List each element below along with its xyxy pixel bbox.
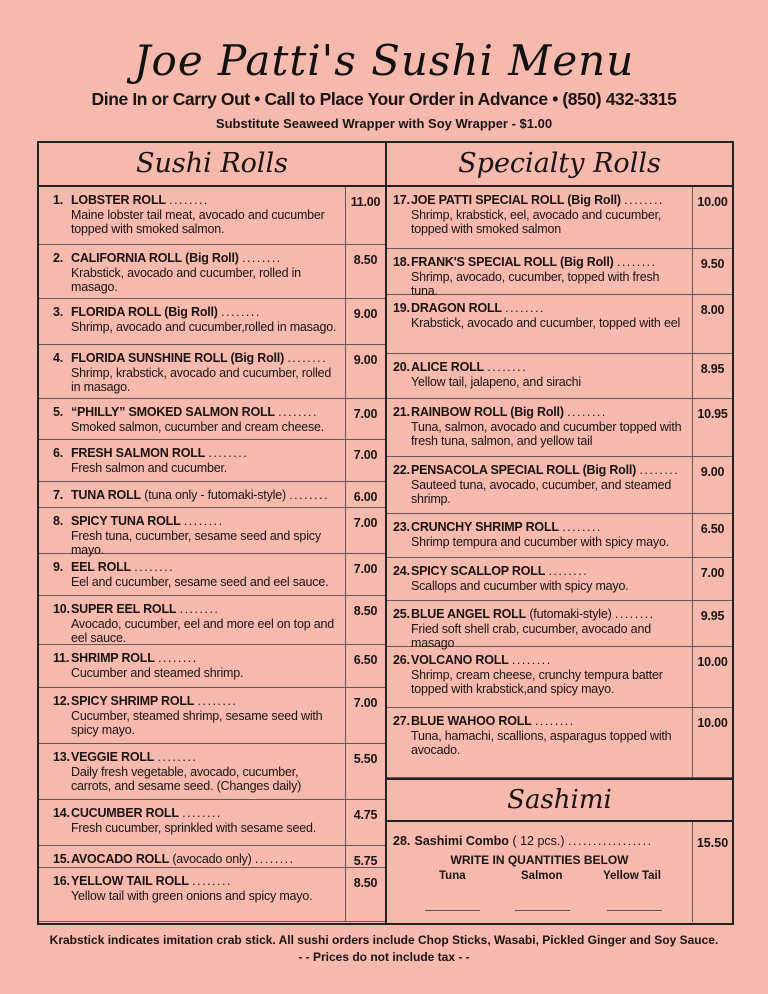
menu-item xyxy=(387,601,732,650)
item-number: 12. xyxy=(53,694,70,708)
tax-note: - - Prices do not include tax - - xyxy=(298,950,470,964)
quantity-instruction: WRITE IN QUANTITIES BELOW xyxy=(450,853,629,867)
menu-item xyxy=(39,508,385,557)
item-name: SUPER EEL ROLL xyxy=(71,602,177,616)
item-text xyxy=(53,514,341,558)
item-name: Sashimi Combo xyxy=(414,834,509,848)
fish-label-yellow-tail: Yellow Tail xyxy=(603,870,661,882)
item-price: 9.00 xyxy=(692,457,732,513)
item-name: LOBSTER ROLL xyxy=(71,193,166,207)
item-name: FLORIDA ROLL (Big Roll) xyxy=(71,305,218,319)
item-price: 8.00 xyxy=(692,295,732,353)
menu-item xyxy=(387,558,732,601)
item-description: Smoked salmon, cucumber and cream cheese. xyxy=(71,419,325,434)
item-text xyxy=(393,520,688,549)
item-number: 26. xyxy=(393,653,410,667)
item-price: 9.95 xyxy=(692,601,732,646)
item-price: 9.00 xyxy=(345,299,385,344)
sashimi-item xyxy=(387,822,732,922)
quantity-field-yellow-tail[interactable] xyxy=(607,910,662,911)
sushi-rolls-heading: Sushi Rolls xyxy=(39,143,385,187)
item-number: 4. xyxy=(53,351,64,365)
item-price: 7.00 xyxy=(345,688,385,743)
item-description: Shrimp, krabstick, eel, avocado and cucumber, topped with smoked salmon xyxy=(411,207,662,236)
item-price: 8.50 xyxy=(345,868,385,921)
menu-item xyxy=(387,514,732,558)
leader-dots: ........ xyxy=(567,405,607,419)
item-name: SPICY SHRIMP ROLL xyxy=(71,694,195,708)
item-description: Maine lobster tail meat, avocado and cucumber topped with smoked salmon. xyxy=(71,207,325,236)
item-number: 17. xyxy=(393,193,410,207)
leader-dots: ........ xyxy=(487,360,528,374)
item-price: 7.00 xyxy=(692,558,732,600)
leader-dots: ........ xyxy=(616,255,657,269)
menu-item xyxy=(39,800,385,846)
item-text xyxy=(393,653,688,697)
footer-note: Krabstick indicates imitation crab stick. All sushi orders include Chop Sticks, Wasabi, Pickled Ginger and Soy Sauce. xyxy=(49,933,719,947)
item-text xyxy=(53,251,341,295)
item-price: 6.00 xyxy=(345,482,385,507)
quantity-field-salmon[interactable] xyxy=(515,910,570,911)
item-price: 7.00 xyxy=(345,554,385,595)
menu-item xyxy=(39,345,385,399)
item-number: 6. xyxy=(53,446,64,460)
item-name: SPICY TUNA ROLL xyxy=(71,514,181,528)
item-description: Shrimp, cream cheese, crunchy tempura batter topped with krabstick,and spicy mayo. xyxy=(411,667,663,696)
item-price: 10.00 xyxy=(692,647,732,707)
item-number: 23. xyxy=(393,520,410,534)
item-qualifier: (futomaki-style) xyxy=(529,607,612,621)
menu-item xyxy=(39,299,385,345)
quantity-field-tuna[interactable] xyxy=(425,910,480,911)
item-qualifier: (tuna only - futomaki-style) xyxy=(144,488,286,502)
leader-dots: ........ xyxy=(182,806,222,820)
item-number: 19. xyxy=(393,301,410,315)
item-number: 25. xyxy=(393,607,410,621)
item-price: 4.75 xyxy=(345,800,385,845)
menu-item xyxy=(39,554,385,596)
item-qualifier: (avocado only) xyxy=(172,852,252,866)
item-name: SPICY SCALLOP ROLL xyxy=(411,564,546,578)
item-description: Shrimp, avocado, cucumber, topped with fresh tuna. xyxy=(411,269,660,298)
item-name: BLUE WAHOO ROLL xyxy=(411,714,532,728)
item-name: CUCUMBER ROLL xyxy=(71,806,179,820)
leader-dots: ........ xyxy=(639,463,680,477)
item-number: 24. xyxy=(393,564,410,578)
item-name: YELLOW TAIL ROLL xyxy=(71,874,189,888)
item-price: 8.50 xyxy=(345,596,385,644)
leader-dots: ........ xyxy=(614,607,655,621)
leader-dots: ........ xyxy=(287,351,328,365)
item-text xyxy=(393,193,688,237)
item-description: Shrimp, krabstick, avocado and cucumber, rolled in masago. xyxy=(71,365,332,394)
item-text xyxy=(393,463,688,507)
item-price: 10.00 xyxy=(692,187,732,248)
specialty-rolls-list xyxy=(387,187,732,778)
menu-item xyxy=(39,440,385,482)
item-number: 2. xyxy=(53,251,64,265)
item-name: FLORIDA SUNSHINE ROLL (Big Roll) xyxy=(71,351,285,365)
item-description: Sauteed tuna, avocado, cucumber, and steamed shrimp. xyxy=(411,477,672,506)
leader-dots: ........ xyxy=(208,446,249,460)
item-name: AVOCADO ROLL xyxy=(71,852,170,866)
item-price: 6.50 xyxy=(345,645,385,687)
item-qualifier: ( 12 pcs.) xyxy=(512,834,565,848)
item-description: Yellow tail, jalapeno, and sirachi xyxy=(411,374,581,389)
item-text xyxy=(53,874,341,903)
item-name: VEGGIE ROLL xyxy=(71,750,155,764)
item-number: 22. xyxy=(393,463,410,477)
item-price: 11.00 xyxy=(345,187,385,244)
item-name: VOLCANO ROLL xyxy=(411,653,509,667)
item-text xyxy=(393,255,688,299)
item-name: SHRIMP ROLL xyxy=(71,651,155,665)
menu-item xyxy=(39,688,385,744)
item-price: 10.00 xyxy=(692,708,732,777)
item-description: Fresh cucumber, sprinkled with sesame seed. xyxy=(71,820,316,835)
item-text xyxy=(393,714,688,758)
item-number: 18. xyxy=(393,255,410,269)
item-text xyxy=(53,560,341,589)
item-text xyxy=(393,607,688,651)
item-price: 8.95 xyxy=(692,354,732,398)
item-name: “PHILLY” SMOKED SALMON ROLL xyxy=(71,405,275,419)
item-text xyxy=(393,405,688,449)
leader-dots: ........ xyxy=(197,694,238,708)
item-number: 13. xyxy=(53,750,70,764)
leader-dots: ........ xyxy=(241,251,282,265)
item-description: Krabstick, avocado and cucumber, rolled in masago. xyxy=(71,265,301,294)
item-price: 15.50 xyxy=(692,822,732,922)
item-text xyxy=(393,301,688,330)
item-number: 27. xyxy=(393,714,410,728)
leader-dots: ........ xyxy=(134,560,175,574)
item-text xyxy=(53,750,341,794)
item-number: 28. xyxy=(393,834,411,848)
item-name: CALIFORNIA ROLL (Big Roll) xyxy=(71,251,239,265)
item-name: BLUE ANGEL ROLL xyxy=(411,607,527,621)
menu-item xyxy=(387,457,732,514)
item-number: 3. xyxy=(53,305,64,319)
item-text xyxy=(53,446,341,475)
leader-dots: ........ xyxy=(548,564,589,578)
menu-item xyxy=(387,249,732,298)
menu-item xyxy=(39,846,385,868)
item-price: 7.00 xyxy=(345,440,385,481)
item-description: Shrimp tempura and cucumber with spicy mayo. xyxy=(411,534,669,549)
item-price: 9.50 xyxy=(692,249,732,294)
leader-dots: ................. xyxy=(568,834,653,848)
item-number: 21. xyxy=(393,405,410,419)
leader-dots: ........ xyxy=(169,193,209,207)
item-text xyxy=(53,488,341,503)
item-price: 10.95 xyxy=(692,399,732,456)
item-number: 8. xyxy=(53,514,64,528)
menu-item xyxy=(387,295,732,354)
item-text xyxy=(53,694,341,738)
item-name: ALICE ROLL xyxy=(411,360,484,374)
item-description: Avocado, cucumber, eel and more eel on top and eel sauce. xyxy=(71,616,334,645)
menu-item xyxy=(387,354,732,399)
menu-item xyxy=(39,596,385,645)
menu-item xyxy=(387,708,732,778)
wrapper-note: Substitute Seaweed Wrapper with Soy Wrapper - $1.00 xyxy=(215,116,553,131)
menu-item xyxy=(39,868,385,922)
item-number: 15. xyxy=(53,852,70,866)
menu-item xyxy=(387,399,732,457)
item-description: Krabstick, avocado and cucumber, topped with eel xyxy=(411,315,681,330)
item-name: DRAGON ROLL xyxy=(411,301,502,315)
menu-item xyxy=(39,399,385,440)
item-number: 10. xyxy=(53,602,70,616)
item-price: 7.00 xyxy=(345,508,385,553)
item-price: 5.50 xyxy=(345,744,385,799)
item-number: 7. xyxy=(53,488,64,502)
leader-dots: ........ xyxy=(505,301,545,315)
item-number: 5. xyxy=(53,405,64,419)
menu-item xyxy=(387,647,732,708)
item-description: Scallops and cucumber with spicy mayo. xyxy=(411,578,629,593)
item-number: 20. xyxy=(393,360,410,374)
sashimi-heading: Sashimi xyxy=(387,778,732,822)
item-text xyxy=(53,193,341,237)
item-price: 6.50 xyxy=(692,514,732,557)
item-name: FRESH SALMON ROLL xyxy=(71,446,206,460)
leader-dots: ........ xyxy=(534,714,575,728)
item-text xyxy=(53,806,341,835)
leader-dots: ........ xyxy=(278,405,318,419)
item-name: CRUNCHY SHRIMP ROLL xyxy=(411,520,559,534)
menu-item xyxy=(39,245,385,299)
leader-dots: ........ xyxy=(254,852,295,866)
item-description: Fresh tuna, cucumber, sesame seed and spicy mayo. xyxy=(71,528,321,557)
leader-dots: ........ xyxy=(221,305,261,319)
specialty-rolls-heading: Specialty Rolls xyxy=(387,143,732,187)
item-number: 14. xyxy=(53,806,70,820)
item-number: 9. xyxy=(53,560,64,574)
item-text xyxy=(53,405,341,434)
leader-dots: ........ xyxy=(157,651,198,665)
item-description: Fried soft shell crab, cucumber, avocado and masago xyxy=(411,621,651,650)
item-name: FRANK'S SPECIAL ROLL (Big Roll) xyxy=(411,255,614,269)
item-price: 7.00 xyxy=(345,399,385,439)
item-text xyxy=(393,360,688,389)
item-description: Tuna, salmon, avocado and cucumber topped with fresh tuna, salmon, and yellow tail xyxy=(411,419,682,448)
item-description: Yellow tail with green onions and spicy mayo. xyxy=(71,888,313,903)
item-name: TUNA ROLL xyxy=(71,488,141,502)
item-description: Shrimp, avocado and cucumber,rolled in masago. xyxy=(71,319,337,334)
sushi-rolls-column xyxy=(39,143,387,923)
menu-item xyxy=(39,187,385,245)
item-name: EEL ROLL xyxy=(71,560,131,574)
leader-dots: ........ xyxy=(511,653,552,667)
menu-item xyxy=(39,744,385,800)
leader-dots: ........ xyxy=(289,488,329,502)
item-description: Cucumber, steamed shrimp, sesame seed with spicy mayo. xyxy=(71,708,323,737)
item-price: 8.50 xyxy=(345,245,385,298)
item-text xyxy=(53,651,341,680)
item-price: 9.00 xyxy=(345,345,385,398)
specialty-rolls-column xyxy=(387,143,732,923)
fish-label-salmon: Salmon xyxy=(521,870,563,882)
item-text xyxy=(53,305,341,334)
leader-dots: ........ xyxy=(562,520,602,534)
item-name: JOE PATTI SPECIAL ROLL (Big Roll) xyxy=(411,193,621,207)
item-price: 5.75 xyxy=(345,846,385,867)
item-name: PENSACOLA SPECIAL ROLL (Big Roll) xyxy=(411,463,637,477)
item-text xyxy=(53,602,341,646)
item-description: Eel and cucumber, sesame seed and eel sauce. xyxy=(71,574,329,589)
item-text xyxy=(53,852,341,867)
menu-title: Joe Patti's Sushi Menu xyxy=(133,36,635,85)
item-name: RAINBOW ROLL (Big Roll) xyxy=(411,405,564,419)
leader-dots: ........ xyxy=(157,750,198,764)
leader-dots: ........ xyxy=(192,874,232,888)
menu-item xyxy=(387,187,732,249)
item-number: 16. xyxy=(53,874,70,888)
item-description: Tuna, hamachi, scallions, asparagus topped with avocado. xyxy=(411,728,672,757)
menu-item xyxy=(39,482,385,508)
sashimi-label xyxy=(393,834,653,848)
item-description: Cucumber and steamed shrimp. xyxy=(71,665,244,680)
menu-subtitle: Dine In or Carry Out • Call to Place Your Order in Advance • (850) 432-3315 xyxy=(91,89,677,109)
item-number: 1. xyxy=(53,193,64,207)
menu-item xyxy=(39,645,385,688)
leader-dots: ........ xyxy=(183,514,224,528)
sushi-rolls-list xyxy=(39,187,385,922)
fish-label-tuna: Tuna xyxy=(439,870,466,882)
item-number: 11. xyxy=(53,651,70,665)
leader-dots: ........ xyxy=(624,193,664,207)
item-text xyxy=(393,564,688,593)
menu-box xyxy=(37,141,734,925)
item-description: Daily fresh vegetable, avocado, cucumber, carrots, and sesame seed. (Changes daily) xyxy=(71,764,302,793)
item-text xyxy=(53,351,341,395)
item-description: Fresh salmon and cucumber. xyxy=(71,460,227,475)
leader-dots: ........ xyxy=(179,602,220,616)
